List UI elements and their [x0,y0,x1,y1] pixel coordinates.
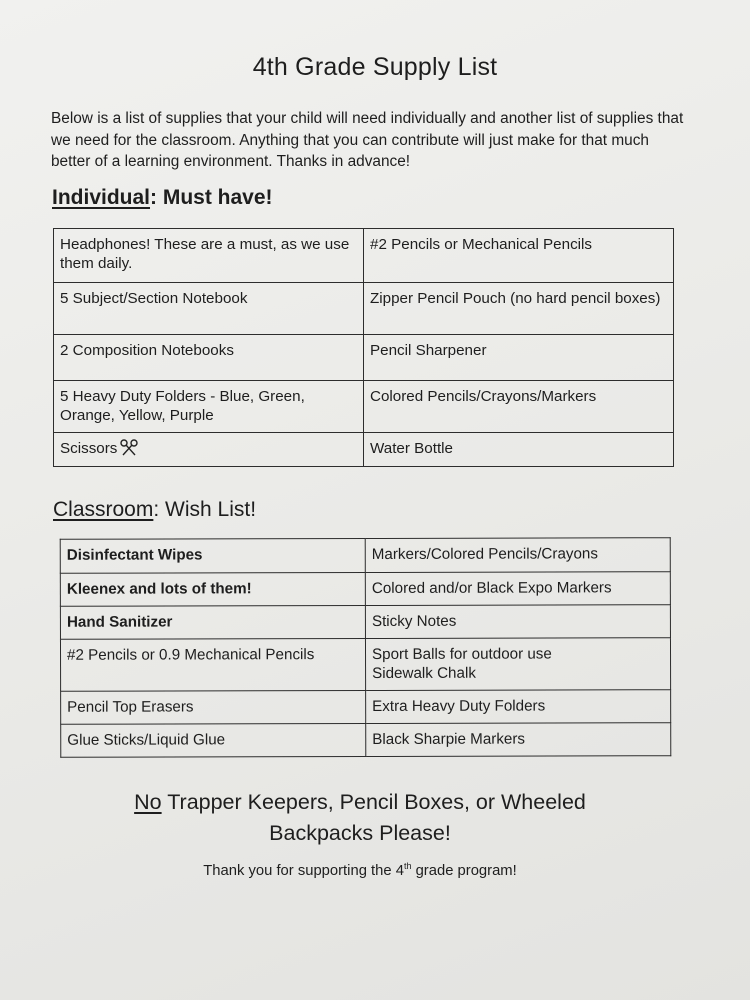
classroom-heading-rest: : Wish List! [153,498,257,521]
thanks-after: grade program! [411,863,517,879]
table-cell: #2 Pencils or 0.9 Mechanical Pencils [60,639,365,692]
table-cell: Disinfectant Wipes [60,539,365,574]
notice-line-1-rest: Trapper Keepers, Pencil Boxes, or Wheeled [161,790,586,814]
table-row [54,381,674,433]
table-cell: Black Sharpie Markers [366,723,671,757]
table-cell: Pencil Top Erasers [61,690,366,724]
table-cell: 5 Heavy Duty Folders - Blue, Green, Orange, Yellow, Purple [54,381,364,433]
table-row [54,283,674,335]
individual-heading-underlined: Individual [52,186,151,209]
table-cell: 2 Composition Notebooks [54,335,364,381]
classroom-heading [53,498,256,522]
notice-line-2: Backpacks Please! [269,821,451,845]
thank-you-note [0,861,720,879]
individual-heading [52,186,273,210]
scissors-icon [120,439,138,461]
table-row [60,538,670,574]
table-cell: Water Bottle [364,433,674,467]
table-cell: Pencil Sharpener [364,335,674,381]
classroom-heading-underlined: Classroom [53,498,154,521]
table-cell: Hand Sanitizer [60,606,365,640]
table-row [60,605,670,640]
intro-paragraph: Below is a list of supplies that your child will need individually and another list of supplies that we need for the classroom. Anything that you can contribute will just make for that much better of a learning environment. Thanks in advance! [51,110,684,170]
table-cell: Kleenex and lots of them! [60,573,365,607]
table-cell: Extra Heavy Duty Folders [366,690,671,724]
notice-no: No [134,790,162,814]
table-cell [54,433,364,467]
no-items-notice [0,787,720,849]
thanks-before: Thank you for supporting the 4 [203,863,404,879]
individual-supply-table [53,228,674,467]
table-row [60,572,670,607]
table-cell: 5 Subject/Section Notebook [54,283,364,335]
table-row [61,723,671,758]
table-row [60,638,670,692]
table-cell: #2 Pencils or Mechanical Pencils [364,229,674,283]
notice-line-1 [0,787,720,818]
table-cell: Sticky Notes [365,605,670,639]
table-cell: Zipper Pencil Pouch (no hard pencil boxes) [364,283,674,335]
individual-heading-rest: : Must have! [150,186,273,209]
classroom-wish-list-table [60,537,672,758]
table-row [54,229,674,283]
sport-balls-line: Sport Balls for outdoor use [371,645,552,663]
table-row [54,433,674,467]
table-cell: Markers/Colored Pencils/Crayons [365,538,670,573]
table-cell: Glue Sticks/Liquid Glue [61,723,366,757]
page-title: 4th Grade Supply List [252,53,498,81]
thanks-sup: th [403,861,412,871]
table-row [54,335,674,381]
table-cell: Headphones! These are a must, as we use them daily. [54,229,364,283]
table-row [61,690,671,725]
sidewalk-chalk-line: Sidewalk Chalk [372,664,476,682]
table-cell: Colored and/or Black Expo Markers [365,572,670,606]
table-cell [365,638,670,691]
scissors-label: Scissors [60,440,118,457]
table-cell: Colored Pencils/Crayons/Markers [364,381,674,433]
